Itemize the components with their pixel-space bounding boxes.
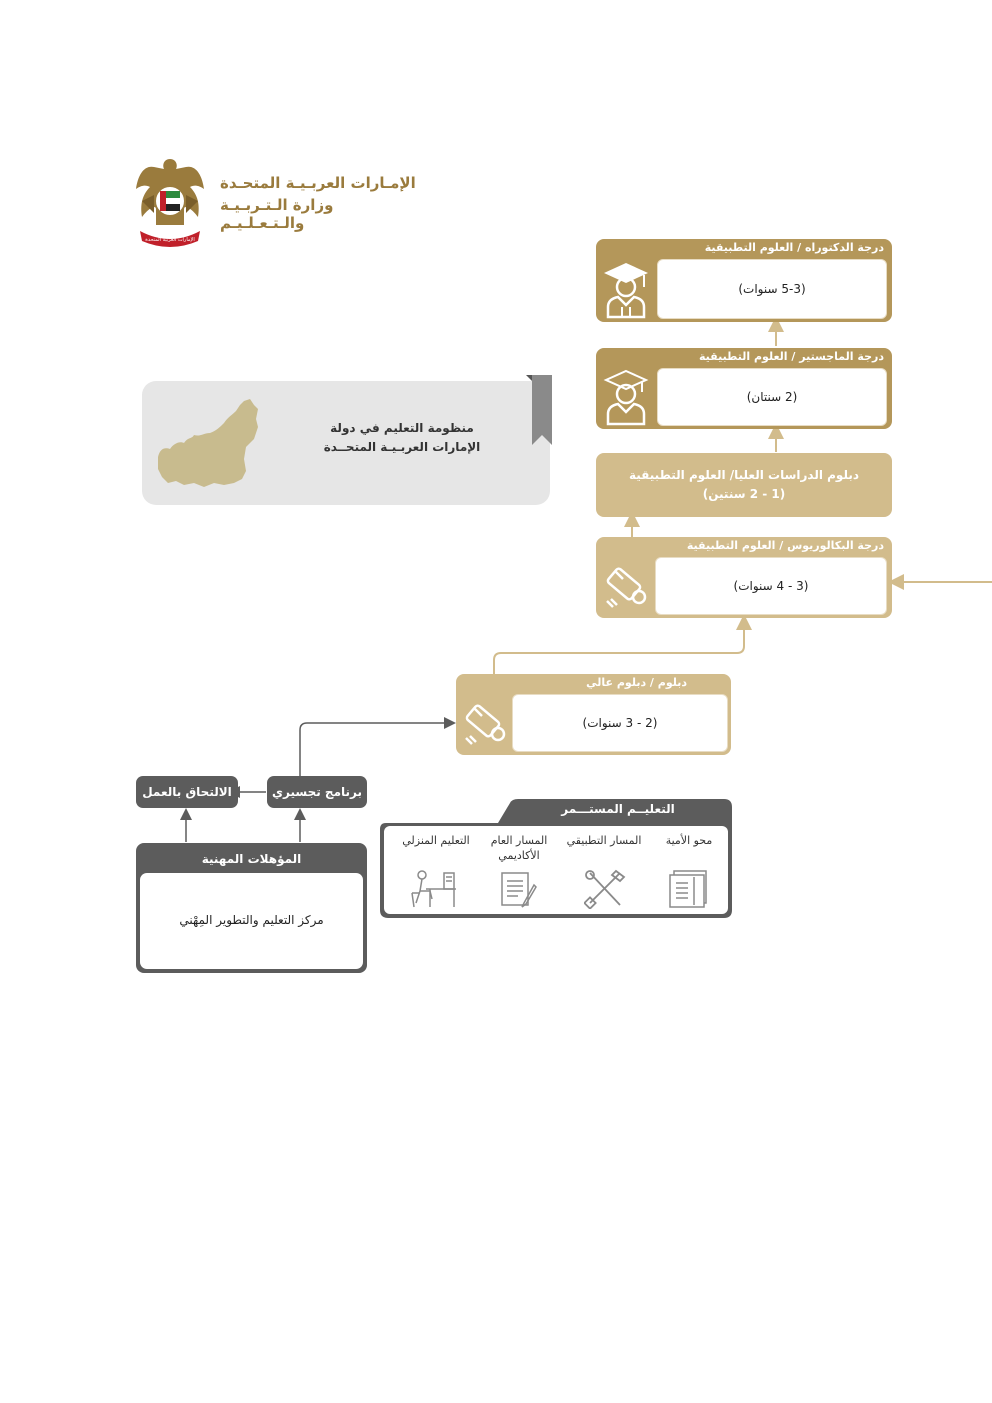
graduate-icon <box>598 257 654 321</box>
stage-diploma-duration: (2 - 3 سنوات) <box>512 694 728 752</box>
stage-postgrad-duration: (1 - 2 سنتين) <box>702 487 786 501</box>
diploma-scroll-icon <box>458 692 512 754</box>
notepad-icon <box>498 869 538 909</box>
stage-diploma-title: دبلوم / دبلوم عالي <box>586 676 687 689</box>
diploma-scroll-icon <box>598 555 654 617</box>
stage-bachelor-duration: (3 - 4 سنوات) <box>655 557 887 615</box>
ce-label-academic: المسار العام الأكاديمي <box>490 834 548 862</box>
stage-postgrad-diploma <box>596 453 892 517</box>
stage-doctorate-title: درجة الدكتوراه / العلوم التطبيقية <box>704 241 884 254</box>
ce-label-literacy: محو الأمية <box>665 834 713 847</box>
ministry-name: وزارة الـتـربـيـة والـتـعـلـيـم <box>220 196 334 232</box>
stage-doctorate <box>596 239 892 322</box>
country-name: الإمـارات العربـيـة المتحـدة <box>220 174 416 192</box>
banner-title-line1: منظومة التعليم في دولة <box>330 421 474 435</box>
banner-title-line2: الإمارات العربـيـة المتحــدة <box>323 440 481 454</box>
continuing-education-title: التعليــم المستـــمر <box>561 802 675 816</box>
stage-masters-duration: (2 سنتان) <box>657 368 887 426</box>
employment-box: الالتحاق بالعمل <box>136 776 238 808</box>
arrow-bridging-to-diploma <box>300 723 450 776</box>
vocational-body-box <box>140 873 363 969</box>
graduate-icon <box>598 366 654 428</box>
ce-label-applied: المسار التطبيقي <box>566 834 642 847</box>
bridging-program-box: برنامج تجسيري <box>267 776 367 808</box>
stage-postgrad-title: دبلوم الدراسات العليا/ العلوم التطبيقية <box>628 468 860 482</box>
vocational-qualifications <box>136 843 367 973</box>
vocational-body: مركز التعليم والتطوير المِهْني <box>179 913 324 927</box>
stage-diploma <box>456 674 731 755</box>
vocational-title: المؤهلات المهنية <box>201 852 302 866</box>
stage-masters <box>596 348 892 429</box>
stage-bachelor <box>596 537 892 618</box>
continuing-education <box>380 799 732 918</box>
book-icon <box>666 869 710 909</box>
tools-icon <box>584 869 626 909</box>
svg-text:الإمارات العربية المتحدة: الإمارات العربية المتحدة <box>145 237 195 243</box>
stage-masters-title: درجة الماجستير / العلوم التطبيقية <box>699 350 884 363</box>
ce-label-homeschool: التعليم المنزلي <box>402 834 470 847</box>
stage-bachelor-title: درجة البكالوريوس / العلوم التطبيقية <box>686 539 884 552</box>
home-study-icon <box>410 869 460 909</box>
stage-doctorate-duration: (5-3 سنوات) <box>657 259 887 319</box>
